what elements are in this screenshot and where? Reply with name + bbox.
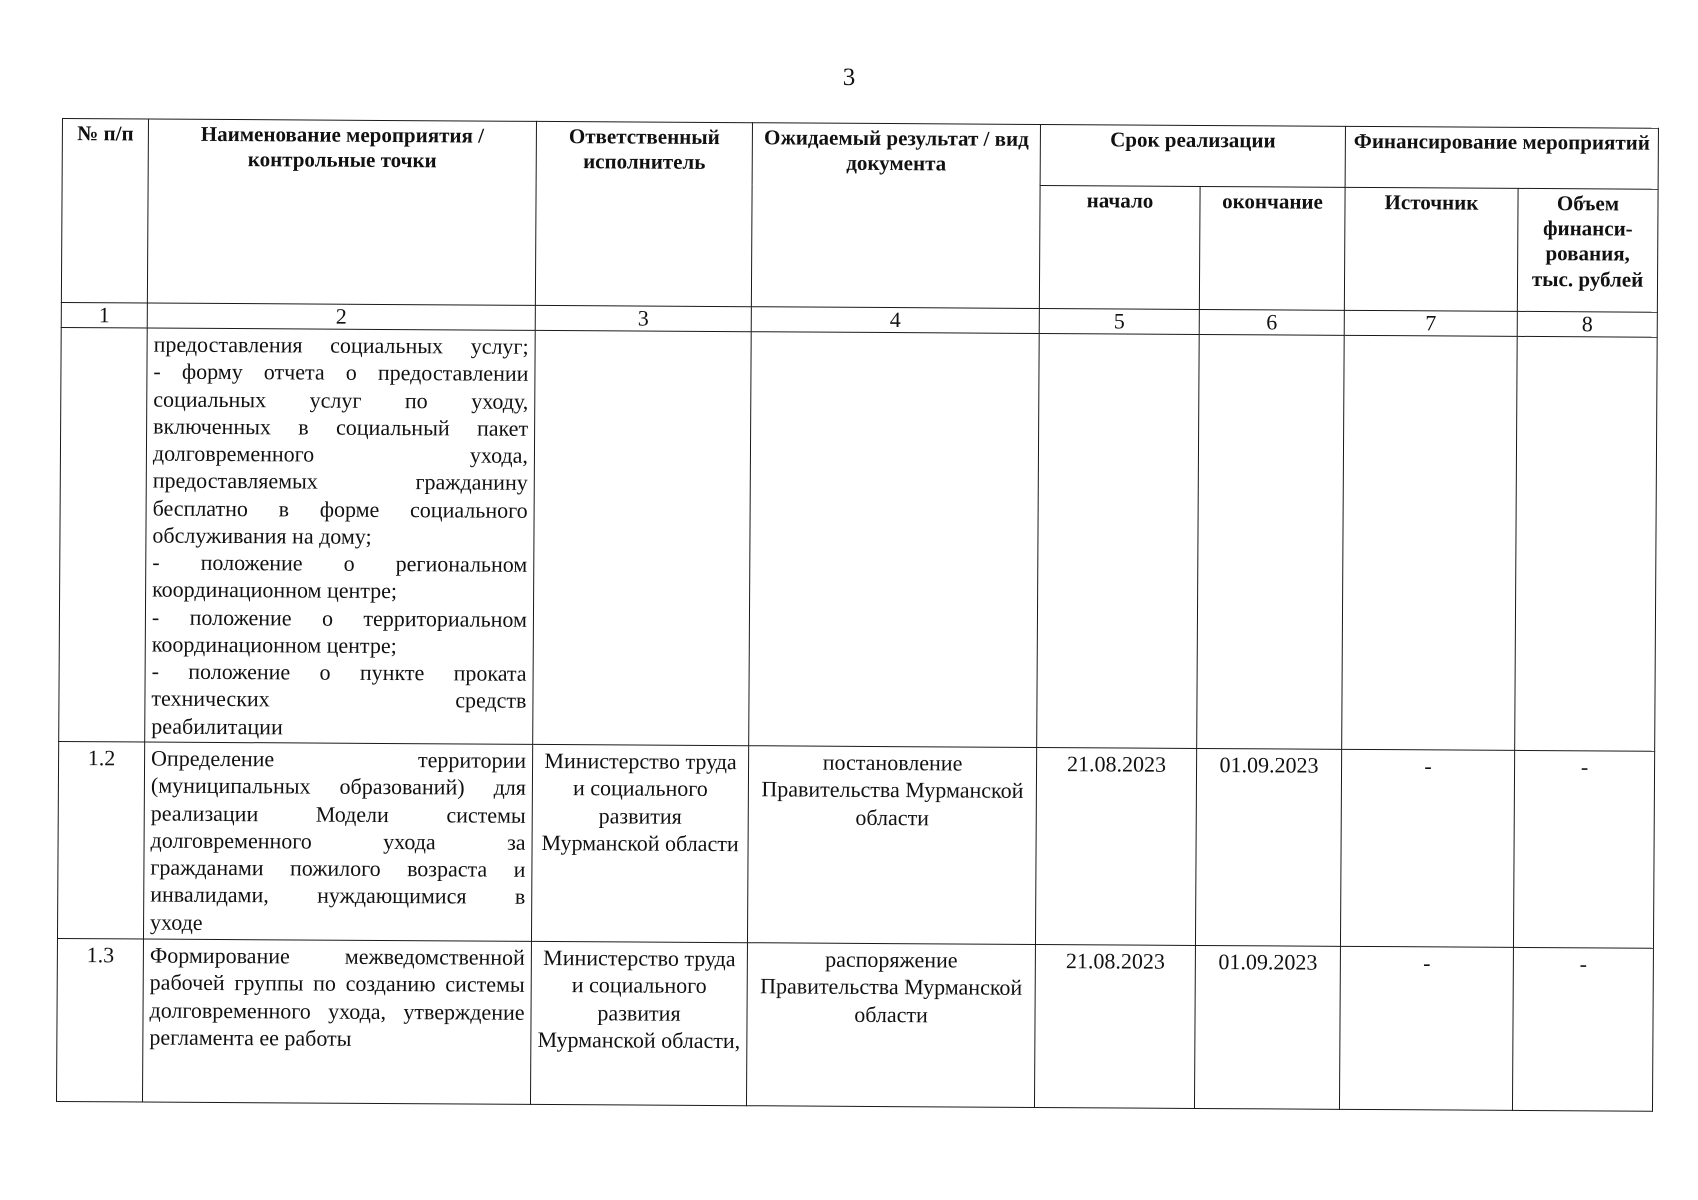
page-number: 3 xyxy=(842,64,856,91)
column-number: 3 xyxy=(535,305,751,331)
cell-responsible: Министерство труда и социального развития Мурманской области, xyxy=(530,941,747,1105)
header-result: Ожидаемый результат / вид документа xyxy=(751,123,1040,309)
cell-name-continuation xyxy=(145,328,536,744)
header-responsible: Ответственный исполнитель xyxy=(535,121,752,306)
table-row xyxy=(56,938,1653,1111)
cell-start xyxy=(1037,333,1200,748)
text-line: Определение территории xyxy=(151,745,527,773)
text-line: уходе xyxy=(150,909,203,935)
cell-source: - xyxy=(1340,749,1514,947)
header-period: Срок реализации xyxy=(1040,124,1345,187)
cell-volume: - xyxy=(1512,947,1653,1111)
text-line: - форму отчета о предоставлении xyxy=(153,358,529,387)
column-number: 2 xyxy=(147,303,535,330)
text-line: технических средств xyxy=(151,686,527,714)
text-line: - положение о региональном xyxy=(152,549,528,577)
text-line: координационном центре; xyxy=(152,576,398,604)
text-line: долговременного ухода за xyxy=(150,827,526,855)
cell-responsible: Министерство труда и социального развития Мурманской области xyxy=(531,744,748,942)
text-line: обслуживания на дому; xyxy=(152,522,372,549)
column-number: 7 xyxy=(1344,310,1517,336)
cell-result: постановление Правительства Мурманской области xyxy=(747,746,1036,945)
text-line: реализации Модели системы xyxy=(150,800,526,828)
cell-start: 21.08.2023 xyxy=(1034,944,1195,1108)
cell-name xyxy=(143,742,532,941)
text-line: - положение о территориальном xyxy=(151,604,528,632)
text-line: реабилитации xyxy=(151,713,283,740)
cell-num: 1.3 xyxy=(56,938,143,1102)
column-number: 4 xyxy=(751,307,1039,334)
cell-volume xyxy=(1515,336,1658,751)
text-line: предоставляемых гражданину xyxy=(152,467,528,496)
column-number: 5 xyxy=(1039,308,1199,334)
cell-result: распоряжение Правительства Мурманской области xyxy=(746,943,1035,1108)
text-line: инвалидами, нуждающимися в xyxy=(150,881,526,910)
cell-start: 21.08.2023 xyxy=(1035,747,1196,945)
text-line: - положение о пункте проката xyxy=(151,658,527,687)
column-number: 1 xyxy=(61,302,147,328)
text-line: долговременного ухода, xyxy=(152,440,529,468)
text-line: предоставления социальных услуг; xyxy=(153,331,529,359)
cell-num xyxy=(59,327,148,742)
cell-end xyxy=(1197,334,1345,749)
header-start: начало xyxy=(1039,185,1200,309)
text-line: включенных в социальный пакет xyxy=(153,413,529,441)
activities-table xyxy=(56,118,1659,1112)
header-source: Источник xyxy=(1344,187,1518,311)
cell-volume: - xyxy=(1513,750,1654,948)
cell-source: - xyxy=(1339,946,1513,1110)
cell-end: 01.09.2023 xyxy=(1194,945,1340,1109)
text-line: (муниципальных образований) для xyxy=(150,772,526,801)
header-name: Наименование мероприятия / контрольные точки xyxy=(147,119,536,305)
cell-responsible xyxy=(533,330,752,745)
header-num: № п/п xyxy=(61,119,148,304)
text-line: координационном центре; xyxy=(151,631,397,658)
cell-name: Формирование межведомственной рабочей группы по созданию системы долговременного ухода, утверждение регламента ее работы xyxy=(142,939,531,1104)
column-number: 6 xyxy=(1199,309,1344,335)
table-row-continuation xyxy=(59,327,1657,751)
cell-end: 01.09.2023 xyxy=(1195,748,1341,946)
text-line: социальных услуг по уходу, xyxy=(153,386,529,414)
cell-source xyxy=(1342,335,1518,750)
header-end: окончание xyxy=(1199,186,1345,310)
table-row xyxy=(57,741,1654,948)
header-financing: Финансирование мероприятий xyxy=(1345,126,1658,189)
cell-result xyxy=(749,332,1040,748)
column-number: 8 xyxy=(1517,311,1657,337)
cell-num: 1.2 xyxy=(57,741,144,939)
table-header-row xyxy=(62,119,1658,190)
text-line: гражданами пожилого возраста и xyxy=(150,854,526,882)
text-line: бесплатно в форме социального xyxy=(152,495,528,523)
header-volume: Объем финанси-рования, тыс. рублей xyxy=(1517,188,1658,312)
